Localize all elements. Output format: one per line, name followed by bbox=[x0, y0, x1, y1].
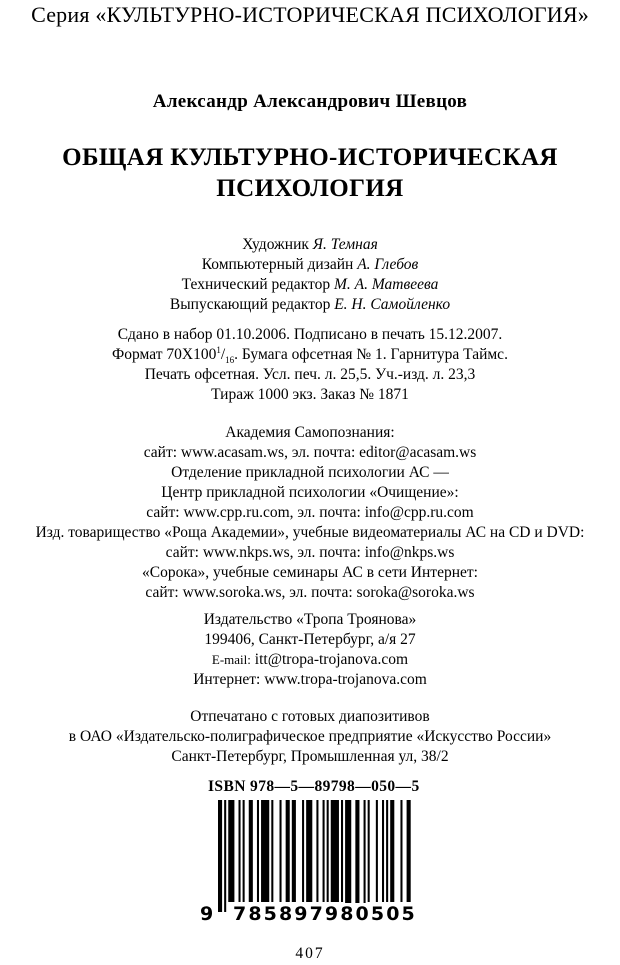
barcode-bar bbox=[224, 800, 226, 912]
barcode-bar bbox=[228, 800, 234, 902]
credit-person: Я. Темная bbox=[312, 236, 378, 253]
academy-line: сайт: www.acasam.ws, эл. почта: editor@acasam.ws bbox=[143, 444, 477, 461]
email-value: itt@tropa-trojanova.com bbox=[254, 651, 409, 668]
barcode-bar bbox=[323, 800, 325, 902]
barcode-bars bbox=[200, 800, 420, 912]
barcode-bar bbox=[271, 800, 273, 902]
printer-block bbox=[0, 707, 620, 767]
author-name: Александр Александрович Шевцов bbox=[152, 91, 468, 112]
academy-line: сайт: www.soroka.ws, эл. почта: soroka@soroka.ws bbox=[145, 584, 475, 601]
print-dates: Сдано в набор 01.10.2006. Подписано в печать 15.12.2007. bbox=[117, 326, 503, 343]
credit-role: Художник bbox=[242, 236, 309, 253]
barcode-bar bbox=[345, 800, 351, 912]
academy-line: Академия Самопознания: bbox=[225, 424, 395, 441]
academy-line: Отделение прикладной психологии АС — bbox=[171, 464, 449, 481]
publisher-internet: Интернет: www.tropa-trojanova.com bbox=[193, 671, 427, 688]
barcode-bar bbox=[327, 800, 329, 902]
credit-line bbox=[0, 295, 620, 315]
barcode-bar bbox=[302, 800, 304, 902]
print-info-block bbox=[0, 325, 620, 405]
format-sup: 1 bbox=[216, 344, 221, 355]
credit-person: М. А. Матвеева bbox=[333, 276, 439, 293]
academy-block bbox=[0, 423, 620, 603]
barcode-bar bbox=[292, 800, 296, 902]
credit-person: А. Глебов bbox=[357, 256, 419, 273]
printer-line: Санкт-Петербург, Промышленная ул, 38/2 bbox=[171, 748, 449, 765]
email-label: E-mail: bbox=[211, 652, 251, 667]
barcode-bar bbox=[341, 800, 343, 902]
academy-line: сайт: www.cpp.ru.com, эл. почта: info@cpp.ru.com bbox=[146, 504, 474, 521]
format-prefix: Формат 70Х100 bbox=[112, 346, 217, 363]
academy-line: сайт: www.nkps.ws, эл. почта: info@nkps.ws bbox=[165, 544, 455, 561]
publisher-name: Издательство «Тропа Троянова» bbox=[203, 611, 417, 628]
isbn-number: ISBN 978—5—89798—050—5 bbox=[208, 778, 420, 795]
credit-line bbox=[0, 275, 620, 295]
printer-line: в ОАО «Издательско-полиграфическое предприятие «Искусство России» bbox=[68, 728, 552, 745]
barcode-bar bbox=[390, 800, 394, 902]
barcode-bar bbox=[280, 800, 282, 902]
barcode-bar bbox=[376, 800, 378, 902]
printer-line: Отпечатано с готовых диапозитивов bbox=[190, 708, 430, 725]
barcode-bar bbox=[257, 800, 259, 902]
barcode-bar bbox=[239, 800, 241, 902]
barcode-bar bbox=[355, 800, 359, 912]
print-sheets: Печать офсетная. Усл. печ. л. 25,5. Уч.-изд. л. 23,3 bbox=[144, 366, 476, 383]
credit-line bbox=[0, 235, 620, 255]
barcode-bar bbox=[218, 800, 222, 912]
barcode-bar bbox=[286, 800, 290, 902]
barcode-bar bbox=[306, 800, 312, 902]
barcode-bar bbox=[400, 800, 402, 902]
print-run: Тираж 1000 экз. Заказ № 1871 bbox=[211, 386, 409, 403]
format-slash: / bbox=[220, 346, 226, 363]
barcode-bar bbox=[261, 800, 269, 902]
academy-line: Центр прикладной психологии «Очищение»: bbox=[161, 484, 459, 501]
barcode-digits bbox=[200, 903, 420, 923]
credits-block bbox=[0, 235, 620, 315]
barcode-bar bbox=[386, 800, 388, 902]
credit-role: Выпускающий редактор bbox=[169, 296, 331, 313]
credit-role: Технический редактор bbox=[181, 276, 331, 293]
academy-line: «Сорока», учебные семинары АС в сети Интернет: bbox=[142, 564, 478, 581]
book-title-line-1: ОБЩАЯ КУЛЬТУРНО-ИСТОРИЧЕСКАЯ bbox=[62, 144, 558, 171]
credit-line bbox=[0, 255, 620, 275]
barcode-bar bbox=[249, 800, 253, 902]
barcode-bar bbox=[382, 800, 384, 902]
barcode-bar bbox=[331, 800, 339, 902]
barcode-bar bbox=[243, 800, 245, 902]
publisher-block bbox=[0, 610, 620, 690]
academy-line: Изд. товарищество «Роща Академии», учебные видеоматериалы АС на CD и DVD: bbox=[35, 524, 585, 541]
book-title-line-2: ПСИХОЛОГИЯ bbox=[216, 175, 404, 202]
publisher-email bbox=[0, 650, 620, 670]
series-title: Серия «КУЛЬТУРНО-ИСТОРИЧЕСКАЯ ПСИХОЛОГИЯ» bbox=[31, 2, 589, 27]
barcode bbox=[200, 800, 420, 925]
format-sub: 16 bbox=[225, 355, 235, 366]
barcode-bar bbox=[316, 800, 318, 902]
barcode-bar bbox=[407, 800, 411, 902]
barcode-bar bbox=[368, 800, 370, 902]
barcode-bar bbox=[364, 800, 366, 912]
barcode-digit-string: 785897980505 bbox=[230, 903, 420, 925]
publisher-address: 199406, Санкт-Петербург, а/я 27 bbox=[204, 631, 416, 648]
print-format bbox=[0, 345, 620, 365]
page-number: 407 bbox=[295, 945, 325, 962]
format-suffix: . Бумага офсетная № 1. Гарнитура Таймс. bbox=[234, 346, 508, 363]
credit-person: Е. Н. Самойленко bbox=[334, 296, 451, 313]
credit-role: Компьютерный дизайн bbox=[201, 256, 354, 273]
barcode-first-digit: 9 bbox=[200, 903, 214, 925]
